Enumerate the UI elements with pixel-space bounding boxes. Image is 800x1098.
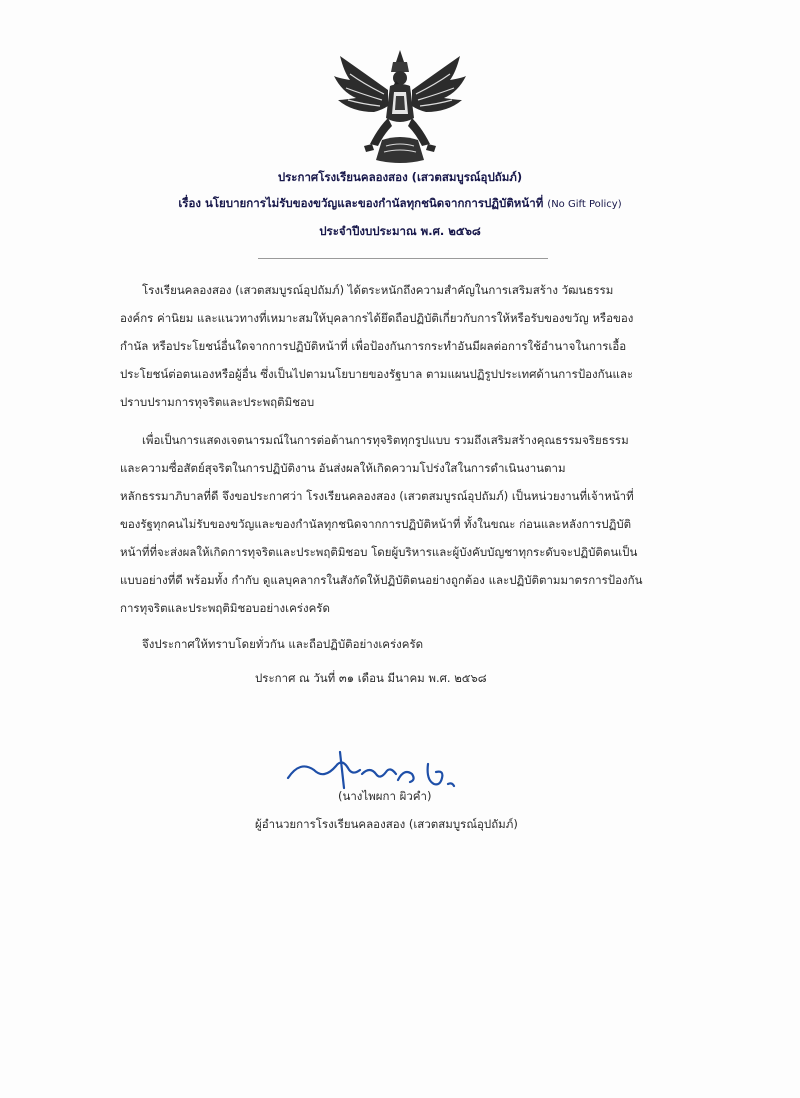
- heading-divider: [258, 258, 548, 259]
- paragraph-2-line: และความซื่อสัตย์สุจริตในการปฏิบัติงาน อันส่งผลให้เกิดความโปร่งใสในการดำเนินงานตาม: [120, 461, 566, 475]
- signer-position: ผู้อำนวยการโรงเรียนคลองสอง (เสวตสมบูรณ์อุปถัมภ์): [255, 817, 518, 831]
- paragraph-1-line: องค์กร ค่านิยม และแนวทางที่เหมาะสมให้บุคลากรได้ยึดถือปฏิบัติเกี่ยวกับการให้หรือรับของขวัญ หรือของ: [120, 311, 634, 325]
- paragraph-2-line: หน้าที่ที่จะส่งผลให้เกิดการทุจริตและประพฤติมิชอบ โดยผู้บริหารและผู้บังคับบัญชาทุกระดับจะปฏิบัติตนเป็น: [120, 545, 638, 559]
- announcement-title: ประกาศโรงเรียนคลองสอง (เสวตสมบูรณ์อุปถัมภ์): [277, 170, 523, 184]
- garuda-emblem-icon: [330, 48, 470, 166]
- announcement-heading: [60, 164, 740, 244]
- paragraph-1: [120, 276, 682, 416]
- paragraph-1-line: กำนัล หรือประโยชน์อื่นใดจากการปฏิบัติหน้าที่ เพื่อป้องกันการกระทำอันมีผลต่อการใช้อำนาจในการเอื้อ: [120, 339, 627, 353]
- signer-name: (นางไพผกา ผิวคำ): [338, 789, 432, 803]
- paragraph-3: [120, 630, 682, 658]
- announcement-fiscal-year: ประจำปีงบประมาณ พ.ศ. ๒๕๖๘: [319, 224, 481, 238]
- paragraph-3-line: จึงประกาศให้ทราบโดยทั่วกัน และถือปฏิบัติอย่างเคร่งครัด: [142, 637, 424, 651]
- issue-date: ประกาศ ณ วันที่ ๓๑ เดือน มีนาคม พ.ศ. ๒๕๖๘: [255, 671, 487, 685]
- announcement-subject-en: (No Gift Policy): [547, 199, 622, 210]
- announcement-subject: [60, 190, 740, 218]
- announcement-subject-th: เรื่อง นโยบายการไม่รับของขวัญและของกำนัลทุกชนิดจากการปฏิบัติหน้าที่: [178, 196, 544, 210]
- paragraph-1-line: ประโยชน์ต่อตนเองหรือผู้อื่น ซึ่งเป็นไปตามนโยบายของรัฐบาล ตามแผนปฏิรูปประเทศด้านการป้องกันและ: [120, 367, 634, 381]
- paragraph-2-line: หลักธรรมาภิบาลที่ดี จึงขอประกาศว่า โรงเรียนคลองสอง (เสวตสมบูรณ์อุปถัมภ์) เป็นหน่วยงานที่เจ้าหน้าที่: [120, 489, 634, 503]
- paragraph-2-line: ของรัฐทุกคนไม่รับของขวัญและของกำนัลทุกชนิดจากการปฏิบัติหน้าที่ ทั้งในขณะ ก่อนและหลังการปฏิบัติ: [120, 517, 632, 531]
- paragraph-2-line: เพื่อเป็นการแสดงเจตนารมณ์ในการต่อต้านการทุจริตทุกรูปแบบ รวมถึงเสริมสร้างคุณธรรมจริยธรรม: [142, 433, 629, 447]
- paragraph-2-line: แบบอย่างที่ดี พร้อมทั้ง กำกับ ดูแลบุคลากรในสังกัดให้ปฏิบัติตนอย่างถูกต้อง และปฏิบัติตามมาตรการป้องกัน: [120, 573, 643, 587]
- paragraph-2: [120, 426, 682, 622]
- paragraph-1-line: ปราบปรามการทุจริตและประพฤติมิชอบ: [120, 395, 315, 409]
- paragraph-1-line: โรงเรียนคลองสอง (เสวตสมบูรณ์อุปถัมภ์) ได้ตระหนักถึงความสำคัญในการเสริมสร้าง วัฒนธรรม: [142, 283, 614, 297]
- paragraph-2-line: การทุจริตและประพฤติมิชอบอย่างเคร่งครัด: [120, 601, 330, 615]
